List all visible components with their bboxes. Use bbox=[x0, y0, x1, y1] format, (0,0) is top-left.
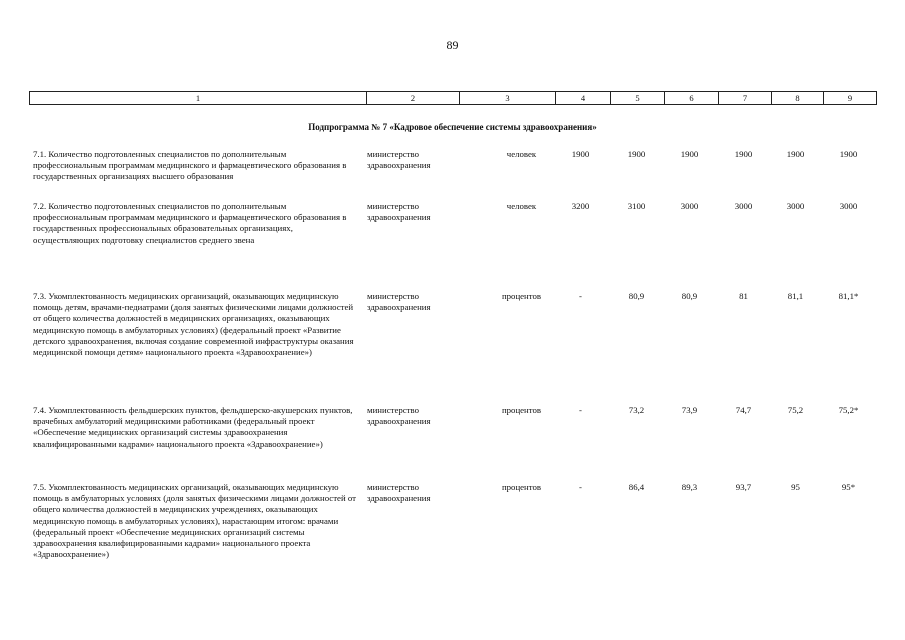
value-col-9: 81,1* bbox=[838, 291, 859, 301]
value-col-8: 1900 bbox=[786, 149, 805, 159]
value-col-8: 81,1 bbox=[787, 291, 804, 301]
value-col-4: 1900 bbox=[571, 149, 590, 159]
subprogram-title: Подпрограмма № 7 «Кадровое обеспечение системы здравоохранения» bbox=[308, 122, 597, 132]
value-col-8: 95 bbox=[791, 482, 800, 492]
value-col-7: 81 bbox=[739, 291, 748, 301]
unit-of-measure: процентов bbox=[501, 405, 542, 415]
value-col-7: 93,7 bbox=[735, 482, 752, 492]
value-col-9: 75,2* bbox=[838, 405, 859, 415]
value-col-6: 3000 bbox=[680, 201, 699, 211]
header-col-2: 2 bbox=[367, 92, 460, 105]
page-number: 89 bbox=[446, 38, 459, 52]
value-col-5: 73,2 bbox=[628, 405, 645, 415]
value-col-9: 1900 bbox=[839, 149, 858, 159]
value-col-9: 3000 bbox=[839, 201, 858, 211]
header-col-7: 7 bbox=[719, 92, 772, 105]
column-number-header bbox=[29, 91, 877, 105]
responsible-agency: министерство здравоохранения bbox=[367, 405, 431, 427]
value-col-7: 1900 bbox=[734, 149, 753, 159]
header-col-9: 9 bbox=[824, 92, 877, 105]
indicator-description: 7.2. Количество подготовленных специалистов по дополнительным профессиональным программам медицинского и фармацевтического образования в государственных профессиональных образовательных организациях, осуществляющих подготовку специалистов среднего звена bbox=[33, 201, 347, 245]
header-col-1: 1 bbox=[30, 92, 367, 105]
indicator-description: 7.1. Количество подготовленных специалистов по дополнительным профессиональным программам медицинского и фармацевтического образования в государственных организациях высшего образования bbox=[33, 149, 347, 182]
header-col-3: 3 bbox=[460, 92, 556, 105]
value-col-6: 73,9 bbox=[681, 405, 698, 415]
value-col-5: 3100 bbox=[627, 201, 646, 211]
indicator-description: 7.4. Укомплектованность фельдшерских пунктов, фельдшерско-акушерских пунктов, врачебных амбулаторий медицинскими работниками (федеральный проект «Обеспечение медицинских организаций системы здравоохранения квалифицированными кадрами» национального проекта «Здравоохранение») bbox=[33, 405, 353, 449]
value-col-6: 89,3 bbox=[681, 482, 698, 492]
value-col-4: 3200 bbox=[571, 201, 590, 211]
value-col-4: - bbox=[579, 405, 582, 415]
responsible-agency: министерство здравоохранения bbox=[367, 201, 431, 223]
value-col-8: 75,2 bbox=[787, 405, 804, 415]
unit-of-measure: процентов bbox=[501, 291, 542, 301]
header-col-5: 5 bbox=[611, 92, 665, 105]
value-col-7: 3000 bbox=[734, 201, 753, 211]
unit-of-measure: человек bbox=[506, 149, 537, 159]
value-col-9: 95* bbox=[841, 482, 856, 492]
indicator-description: 7.3. Укомплектованность медицинских организаций, оказывающих медицинскую помощь детям, врачами-педиатрами (доля занятых физическими лицами должностей от общего количества должностей в медицинских организациях, оказывающих медицинскую помощь в амбулаторных условиях) (федеральный проект «Развитие детского здравоохранения, включая создание современной инфраструктуры оказания медицинской помощи детям» национального проекта «Здравоохранение») bbox=[33, 291, 354, 358]
value-col-4: - bbox=[579, 291, 582, 301]
responsible-agency: министерство здравоохранения bbox=[367, 291, 431, 313]
header-col-4: 4 bbox=[556, 92, 611, 105]
responsible-agency: министерство здравоохранения bbox=[367, 149, 431, 171]
value-col-6: 80,9 bbox=[681, 291, 698, 301]
value-col-5: 86,4 bbox=[628, 482, 645, 492]
indicator-description: 7.5. Укомплектованность медицинских организаций, оказывающих медицинскую помощь в амбулаторных условиях (доля занятых физическими лицами должностей от общего количества должностей в медицинских учреждениях, оказывающих медицинскую помощь в амбулаторных условиях), нарастающим итогом: врачами (федеральный проект «Обеспечение медицинских организаций системы здравоохранения квалифицированными кадрами» национального проекта «Здравоохранение») bbox=[33, 482, 356, 560]
value-col-4: - bbox=[579, 482, 582, 492]
header-col-8: 8 bbox=[772, 92, 824, 105]
value-col-7: 74,7 bbox=[735, 405, 752, 415]
value-col-6: 1900 bbox=[680, 149, 699, 159]
value-col-8: 3000 bbox=[786, 201, 805, 211]
responsible-agency: министерство здравоохранения bbox=[367, 482, 431, 504]
unit-of-measure: процентов bbox=[501, 482, 542, 492]
value-col-5: 1900 bbox=[627, 149, 646, 159]
value-col-5: 80,9 bbox=[628, 291, 645, 301]
unit-of-measure: человек bbox=[506, 201, 537, 211]
header-col-6: 6 bbox=[665, 92, 719, 105]
